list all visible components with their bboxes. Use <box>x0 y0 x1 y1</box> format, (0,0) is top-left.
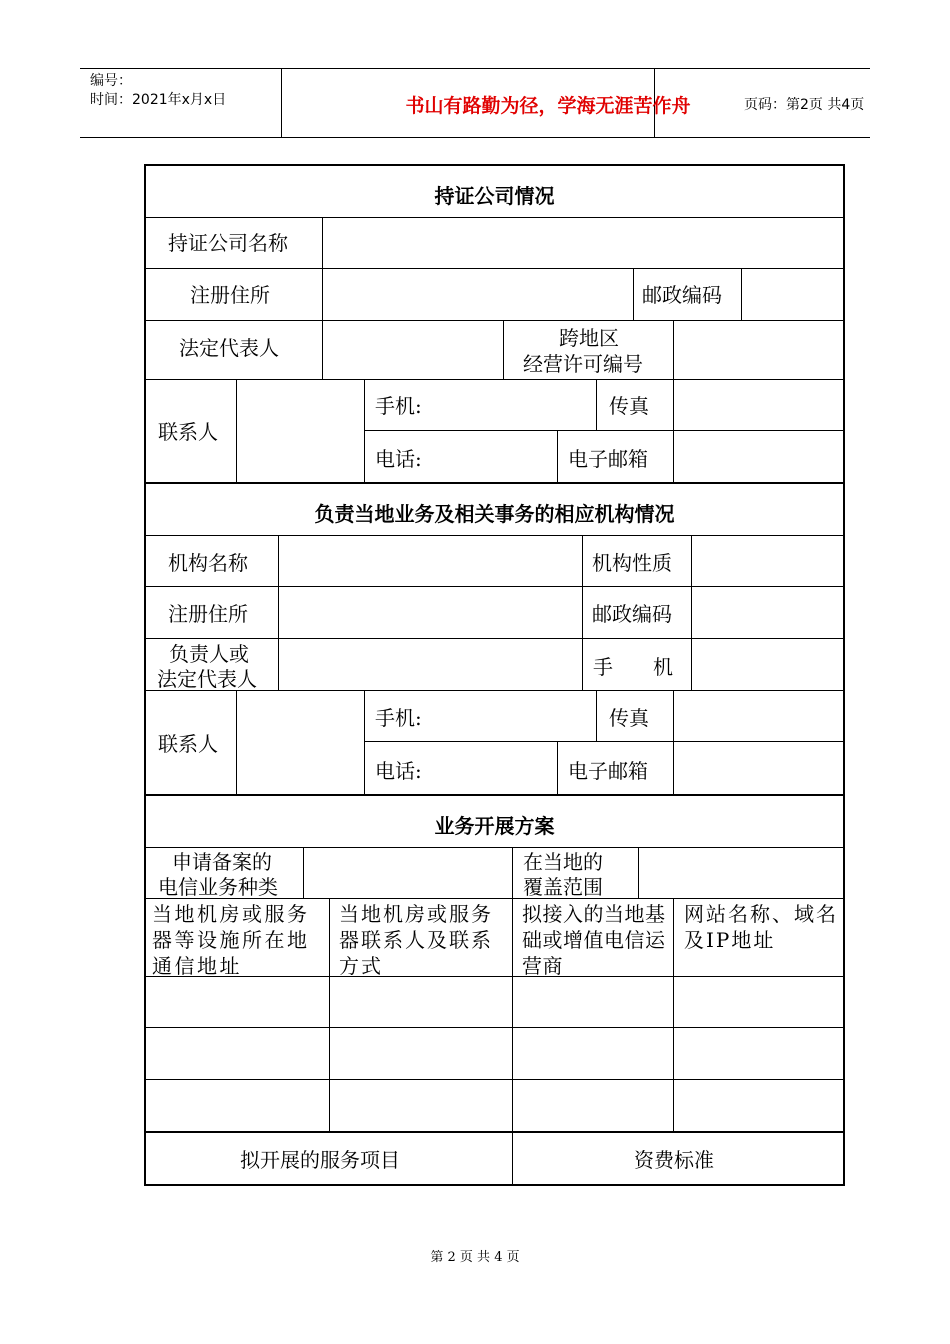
row-line <box>144 638 845 639</box>
col-line <box>673 379 674 483</box>
label-email: 电子邮箱 <box>568 759 648 783</box>
label-mobile: 手机: <box>375 394 422 418</box>
section-line <box>144 482 845 484</box>
label-coverage: 在当地的 <box>523 850 603 874</box>
form-border-right <box>843 164 845 1186</box>
col-line <box>596 379 597 430</box>
label-handset: 手 机 <box>593 655 673 679</box>
header-meta <box>90 72 226 110</box>
time-label: 时间：2021年x月x日 <box>90 92 227 108</box>
label-legal-rep: 法定代表人 <box>157 667 257 691</box>
label-cross-region: 跨地区 <box>559 326 619 350</box>
label-planned-services: 拟开展的服务项目 <box>240 1148 400 1172</box>
row-line <box>144 217 845 218</box>
col-line <box>329 898 330 1132</box>
application-form <box>144 164 845 1186</box>
row-line <box>144 847 845 848</box>
label-service-type: 申请备案的 <box>172 850 272 874</box>
row-line <box>144 586 845 587</box>
col-line <box>638 847 639 898</box>
col-line <box>236 690 237 795</box>
col-line <box>582 535 583 690</box>
label-license-number: 经营许可编号 <box>523 352 643 376</box>
col-line <box>364 690 365 795</box>
label-fax: 传真 <box>609 706 649 730</box>
label-mobile: 手机: <box>375 706 422 730</box>
header-facility-address: 当地机房或服务器等设施所在地通信地址 <box>152 902 310 978</box>
label-tariff: 资费标准 <box>634 1148 714 1172</box>
page-header <box>80 68 870 138</box>
page-footer: 第 2 页 共 4 页 <box>430 1250 520 1265</box>
label-telecom-type: 电信业务种类 <box>158 875 278 899</box>
label-phone: 电话: <box>375 759 422 783</box>
header-website: 网站名称、域名及IP地址 <box>684 902 838 952</box>
label-fax: 传真 <box>609 394 649 418</box>
number-label: 编号： <box>90 73 132 89</box>
label-reg-address: 注册住所 <box>168 602 248 626</box>
col-line <box>278 535 279 690</box>
label-postal-code: 邮政编码 <box>642 283 722 307</box>
form-border-top <box>144 164 845 166</box>
label-org-nature: 机构性质 <box>592 551 672 575</box>
col-line <box>557 741 558 795</box>
label-reg-address: 注册住所 <box>190 283 270 307</box>
label-resp-person: 负责人或 <box>169 642 249 666</box>
col-line <box>741 268 742 320</box>
row-line <box>144 379 845 380</box>
row-line <box>144 1131 845 1133</box>
form-border-left <box>144 164 146 1186</box>
row-line <box>144 1079 845 1080</box>
label-postal-code: 邮政编码 <box>592 602 672 626</box>
section-title-licensed-company: 持证公司情况 <box>434 184 555 208</box>
col-line <box>512 847 513 898</box>
header-facility-contact: 当地机房或服务器联系人及联系方式 <box>339 902 493 978</box>
motto: 书山有路勤为径，学海无涯苦作舟 <box>405 95 691 117</box>
col-line <box>503 320 504 379</box>
row-line <box>144 268 845 269</box>
row-line <box>364 741 845 742</box>
label-org-name: 机构名称 <box>168 551 248 575</box>
row-line <box>144 1027 845 1028</box>
col-line <box>512 898 513 1186</box>
section-title-business-plan: 业务开展方案 <box>434 814 555 838</box>
label-legal-rep: 法定代表人 <box>179 336 279 360</box>
col-line <box>673 320 674 379</box>
row-line <box>144 320 845 321</box>
row-line <box>144 535 845 536</box>
label-contact: 联系人 <box>158 732 218 756</box>
col-line <box>691 535 692 690</box>
col-line <box>322 217 323 379</box>
header-operator: 拟接入的当地基础或增值电信运营商 <box>522 902 666 978</box>
label-email: 电子邮箱 <box>568 447 648 471</box>
col-line <box>557 430 558 483</box>
col-line <box>236 379 237 483</box>
col-line <box>364 379 365 483</box>
col-line <box>596 690 597 741</box>
page-info: 页码：第2页 共4页 <box>744 97 865 113</box>
label-contact: 联系人 <box>158 420 218 444</box>
section-title-local-org: 负责当地业务及相关事务的相应机构情况 <box>314 502 675 526</box>
col-line <box>673 898 674 1132</box>
label-company-name: 持证公司名称 <box>168 231 288 255</box>
form-border-bottom <box>144 1184 845 1186</box>
label-phone: 电话: <box>375 447 422 471</box>
row-line <box>364 430 845 431</box>
section-line <box>144 794 845 796</box>
col-line <box>673 690 674 795</box>
header-divider <box>281 69 282 137</box>
label-coverage-area: 覆盖范围 <box>523 875 603 899</box>
col-line <box>303 847 304 898</box>
col-line <box>633 268 634 320</box>
